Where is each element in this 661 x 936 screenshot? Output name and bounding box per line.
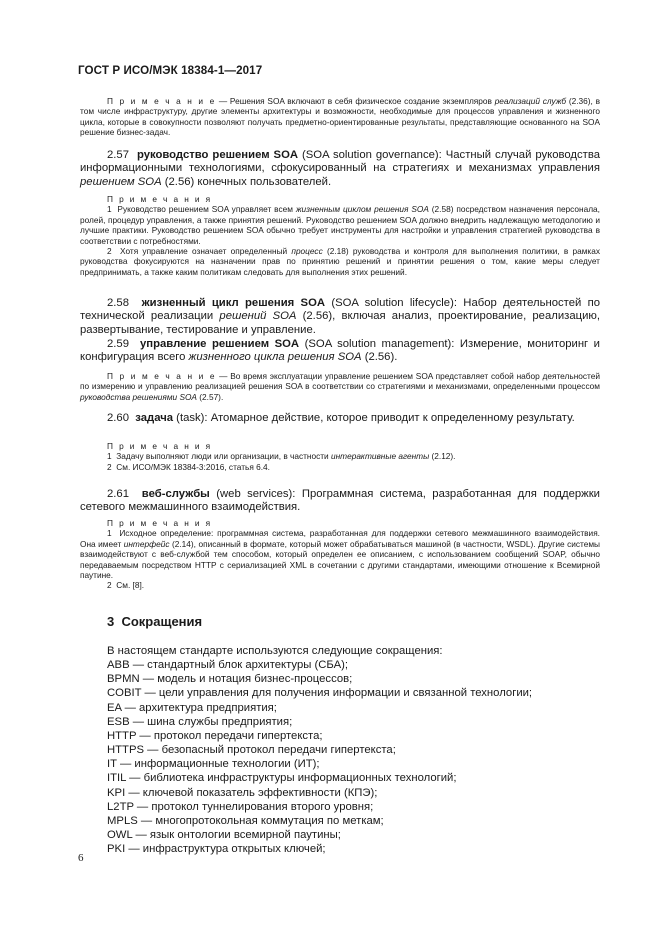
list-item: COBIT — цели управления для получения информации и связанной технологии; (107, 687, 533, 700)
term-2-58: 2.58 жизненный цикл решения SOA (SOA solution lifecycle): Набор деятельностей по технической реализации решений SOA (2.56), включая анализ, проектирование, реализацию, развертывание, тестирование и управление. (80, 297, 601, 336)
list-item: PKI — инфраструктура открытых ключей; (107, 843, 326, 856)
note-label: П р и м е ч а н и е (107, 371, 217, 381)
term-2-60: 2.60 задача (task): Атомарное действие, которое приводит к определенному результату. (107, 412, 575, 424)
term-2-61: 2.61 веб-службы (web services): Программная система, разработанная для поддержки сетевого межмашинного взаимодействия. (80, 488, 600, 514)
list-item: OWL — язык онтологии всемирной паутины; (107, 829, 341, 842)
page-number: 6 (78, 852, 84, 864)
note-item: 2 См. [8]. (107, 580, 145, 591)
document-header: ГОСТ Р ИСО/МЭК 18384-1—2017 (78, 64, 263, 77)
list-item: KPI — ключевой показатель эффективности (КПЭ); (107, 786, 378, 799)
list-item: ITIL — библиотека инфраструктуры информационных технологий; (107, 772, 457, 785)
notes-label: П р и м е ч а н и я (107, 441, 213, 451)
term-name: веб-службы (141, 488, 210, 500)
term-number: 2.61 (107, 488, 129, 500)
note-item: 2 См. ИСО/МЭК 18384-3:2016, статья 6.4. (107, 461, 270, 472)
term-2-59: 2.59 управление решением SOA (SOA solution management): Измерение, мониторинг и конфигурация всего жизненного цикла решения SOA (2.56). (80, 338, 600, 364)
list-item: ABB — стандартный блок архитектуры (СБА); (107, 659, 349, 672)
notes-label: П р и м е ч а н и я (107, 194, 213, 204)
note-intro: П р и м е ч а н и е — Решения SOA включают в себя физическое создание экземпляров реализаций служб (2.36), в том числе инфраструктуру, другие элементы архитектуры и возможности, необходимые для процессов управления и жизненного цикла, которые в совокупности позволяют получать предметно-ориентированные результаты, представляющие основанного на SOA решение бизнес-задач. (80, 96, 600, 138)
notes-2-60 (80, 441, 600, 472)
term-number: 2.60 (107, 412, 129, 424)
term-name: задача (135, 412, 174, 424)
term-number: 2.59 (107, 338, 129, 350)
abbreviations-list (80, 644, 600, 856)
list-item: BPMN — модель и нотация бизнес-процессов; (107, 673, 353, 686)
term-number: 2.58 (107, 297, 129, 309)
list-item: HTTP — протокол передачи гипертекста; (107, 729, 323, 742)
list-item: EA — архитектура предприятия; (107, 701, 277, 714)
term-name: жизненный цикл решения SOA (141, 297, 326, 309)
list-item: MPLS — многопротокольная коммутация по меткам; (107, 814, 384, 827)
term-2-57: 2.57 руководство решением SOA (SOA solution governance): Частный случай руководства информационными технологиями, сфокусированный на стратегиях и механизмах управления решением SOA (2.56) конечных пользователей. (80, 149, 600, 188)
note-2-59: П р и м е ч а н и е — Во время эксплуатации управление решением SOA представляет собой набор деятельностей по измерению и управлению реализацией решения SOA в соответствии со стратегиями и механизмами, определенными процессом руководства решениями SOA (2.57). (80, 371, 600, 402)
term-number: 2.57 (107, 149, 129, 161)
section-intro: В настоящем стандарте используются следующие сокращения: (107, 645, 443, 657)
section-heading: 3 Сокращения (107, 614, 203, 629)
notes-label: П р и м е ч а н и я (107, 518, 213, 528)
note-item: 1 Руководство решением SOA управляет всем жизненным циклом решения SOA (2.58) посредством назначения персонала, ролей, процедур управления, а также принятия решений. Руководство решением SOA должно внедрить надлежащую методологию и лучшие практики. Руководство решением SOA обычно требует инструменты для настройки и управления стратегией руководства в соответствии с потребностями. (80, 204, 600, 246)
note-item: 2 Хотя управление означает определенный процесс (2.18) руководства и контроля для выполнения политики, в рамках руководства фокусируются на назначении прав по принятию решений и принятии решения о том, какие меры следует предпринимать, а также каким политикам следовать для выполнения этих решений. (80, 246, 600, 277)
note-item: 1 Задачу выполняют люди или организации, в частности интерактивные агенты (2.12). (107, 451, 456, 462)
list-item: L2TP — протокол туннелирования второго уровня; (107, 800, 374, 813)
notes-2-61 (80, 518, 600, 591)
list-item: HTTPS — безопасный протокол передачи гипертекста; (107, 744, 396, 757)
term-name: руководство решением SOA (136, 149, 299, 161)
list-item: ESB — шина службы предприятия; (107, 715, 293, 728)
notes-2-57 (80, 194, 600, 277)
note-label: П р и м е ч а н и е (107, 96, 217, 106)
term-name: управление решением SOA (140, 338, 300, 350)
note-item: 1 Исходное определение: программная система, разработанная для поддержки сетевого межмашинного взаимодействия. Она имеет интерфейс (2.14), описанный в формате, который может обрабатываться машиной (в частности, WSDL). Другие системы взаимодействуют с веб-службой тем способом, который определен ее описанием, с использованием сообщений SOAP, обычно передаваемым посредством HTTP с сериализацией XML в сочетании с другими стандартами, имеющими отношение к Всемирной паутине. (80, 528, 600, 581)
list-item: IT — информационные технологии (ИТ); (107, 758, 320, 771)
